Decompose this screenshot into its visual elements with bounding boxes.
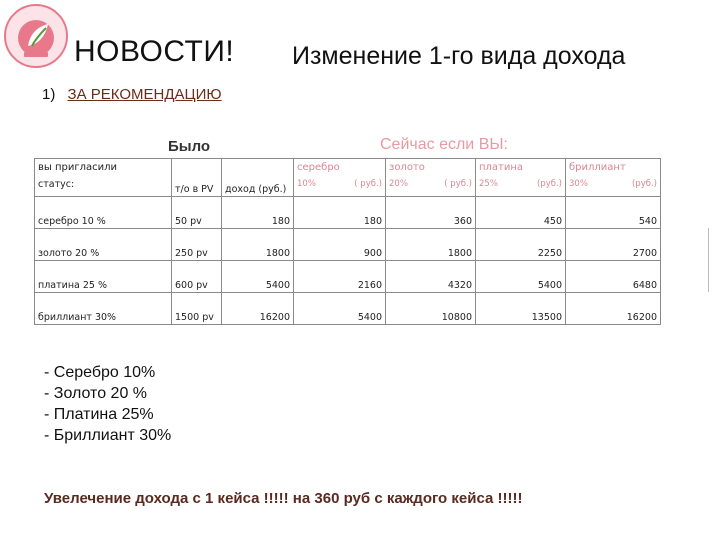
cell-pv: 50 pv (172, 197, 222, 229)
list-item: - Серебро 10% (44, 364, 156, 381)
cell-status: бриллиант 30% (35, 293, 172, 325)
scan-edge-mark (708, 228, 709, 292)
cell-income: 1800 (222, 229, 294, 261)
cell-status: золото 20 % (35, 229, 172, 261)
level-pct: 20% (389, 179, 408, 189)
table-row (35, 293, 661, 325)
cell-gold: 10800 (386, 293, 476, 325)
level-unit: (руб.) (536, 179, 562, 189)
cell-platinum: 13500 (476, 293, 566, 325)
cell-pv: 250 pv (172, 229, 222, 261)
news-title: НОВОСТИ! (74, 35, 235, 68)
cell-gold: 360 (386, 197, 476, 229)
level-name: платина (479, 162, 524, 173)
winalite-logo-graphic (2, 2, 70, 70)
header-status: статус: (38, 179, 75, 190)
list-item: - Золото 20 % (44, 385, 148, 402)
section-title: ЗА РЕКОМЕНДАЦИЮ (67, 86, 222, 103)
winalite-logo (2, 2, 70, 70)
cell-status: платина 25 % (35, 261, 172, 293)
header-level-platinum (476, 159, 566, 197)
cell-pv: 1500 pv (172, 293, 222, 325)
income-table (34, 158, 661, 325)
cell-diamond: 540 (566, 197, 661, 229)
header-income (222, 159, 294, 197)
was-label: Было (168, 138, 211, 155)
cell-silver: 5400 (294, 293, 386, 325)
income-increase-note: Увелечение дохода с 1 кейса !!!!! на 360 руб с каждого кейса !!!!! (44, 490, 523, 507)
cell-income: 180 (222, 197, 294, 229)
level-pct: 25% (479, 179, 498, 189)
header-invited-status (35, 159, 172, 197)
header-level-gold (386, 159, 476, 197)
level-bullet-list (44, 362, 171, 446)
level-unit: ( руб.) (354, 179, 382, 189)
section-heading (42, 86, 222, 103)
cell-platinum: 450 (476, 197, 566, 229)
cell-silver: 180 (294, 197, 386, 229)
table-row (35, 197, 661, 229)
cell-diamond: 16200 (566, 293, 661, 325)
header-to-pv-text: т/о в PV (175, 184, 214, 195)
cell-silver: 2160 (294, 261, 386, 293)
page-subtitle: Изменение 1-го вида дохода (292, 42, 626, 70)
cell-diamond: 2700 (566, 229, 661, 261)
list-item: - Платина 25% (44, 406, 154, 423)
table-row (35, 261, 661, 293)
cell-diamond: 6480 (566, 261, 661, 293)
cell-income: 5400 (222, 261, 294, 293)
section-number: 1) (42, 86, 56, 103)
cell-platinum: 5400 (476, 261, 566, 293)
cell-income: 16200 (222, 293, 294, 325)
cell-gold: 4320 (386, 261, 476, 293)
level-unit: (руб.) (631, 179, 657, 189)
header-level-diamond (566, 159, 661, 197)
cell-pv: 600 pv (172, 261, 222, 293)
level-name: золото (389, 162, 425, 173)
cell-platinum: 2250 (476, 229, 566, 261)
header-level-silver (294, 159, 386, 197)
list-item: - Бриллиант 30% (44, 427, 172, 444)
header-income-text: доход (руб.) (225, 184, 287, 195)
table-row (35, 229, 661, 261)
now-label: Сейчас если ВЫ: (380, 136, 508, 153)
table-header-row (35, 159, 661, 197)
level-unit: ( руб.) (444, 179, 472, 189)
cell-silver: 900 (294, 229, 386, 261)
level-name: серебро (297, 162, 340, 173)
level-pct: 30% (569, 179, 588, 189)
cell-gold: 1800 (386, 229, 476, 261)
level-pct: 10% (297, 179, 316, 189)
header-to-pv (172, 159, 222, 197)
cell-status: серебро 10 % (35, 197, 172, 229)
header-invited: вы пригласили (38, 162, 118, 173)
level-name: бриллиант (569, 162, 626, 173)
